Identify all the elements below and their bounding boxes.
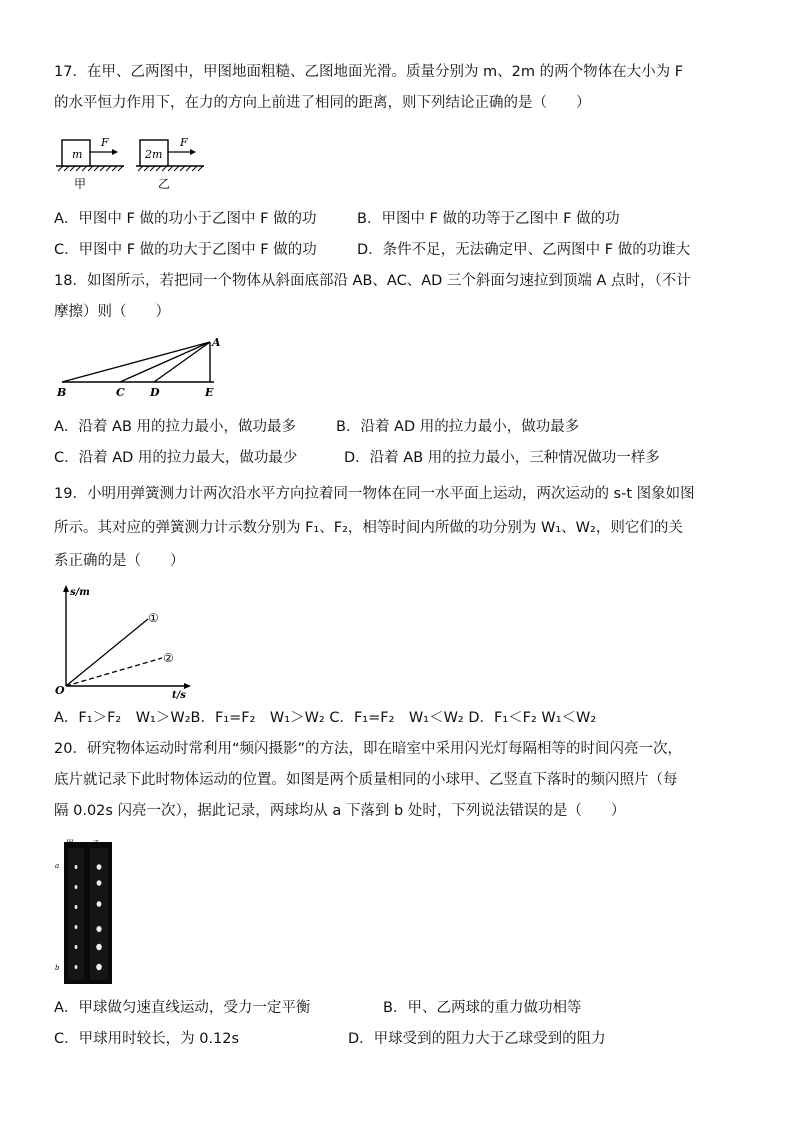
q20-stem-line-2: 底片就记录下此时物体运动的位置。如图是两个质量相同的小球甲、乙竖直下落时的频闪照片（每 [54,772,678,788]
q17-stem-line-1: 17．在甲、乙两图中，甲图地面粗糙、乙图地面光滑。质量分别为 m、2m 的两个物体在大小为 F [54,64,684,80]
q19-x-axis-label: t/s [172,690,186,700]
q20-option-a: A．甲球做匀速直线运动，受力一定平衡 [54,1000,311,1016]
q19-st-graph [52,582,202,700]
q17-box2-label: 2m [145,148,163,161]
q17-option-b: B．甲图中 F 做的功等于乙图中 F 做的功 [357,211,620,227]
q20-option-c: C．甲球用时较长，为 0.12s [54,1031,240,1047]
q18-incline-figure [54,334,234,400]
q19-stem-line-3: 系正确的是（ ） [54,553,185,569]
q19-line-1-label: ① [148,611,159,625]
q18-stem-line-1: 18．如图所示，若把同一个物体从斜面底部沿 AB、AC、AD 三个斜面匀速拉到顶端 A 点时，（不计 [54,273,691,289]
q20-option-b: B．甲、乙两球的重力做功相等 [383,1000,582,1016]
q19-origin-label: O [55,684,65,697]
q19-line-1 [66,619,148,686]
q18-point-c: C [116,386,125,399]
q18-point-a: A [212,336,221,349]
q17-force-label-2: F [180,136,188,149]
q20-stem-line-1: 20．研究物体运动时常利用“频闪摄影”的方法，即在暗室中采用闪光灯每隔相等的时间闪亮一次， [54,741,682,757]
q19-y-axis-label: s/m [70,587,90,598]
q18-stem-line-2: 摩擦）则（ ） [54,304,170,320]
q18-point-d: D [150,386,160,399]
q20-mark-b: b [55,964,60,972]
q20-mark-a: a [55,862,60,870]
q18-point-e: E [205,386,214,399]
q18-option-a: A．沿着 AB 用的拉力最小，做功最多 [54,419,297,435]
q18-point-b: B [57,386,67,399]
q17-figure [54,132,214,194]
q20-strobe-photo [54,836,116,986]
q19-line-2 [66,658,162,686]
q17-label-jia: 甲 [74,177,87,191]
q18-option-c: C．沿着 AD 用的拉力最大，做功最少 [54,450,298,466]
q17-force-label-1: F [101,136,109,149]
q20-label-jia: 甲 [66,839,74,848]
q20-option-d: D．甲球受到的阻力大于乙球受到的阻力 [348,1031,606,1047]
q20-stem-line-3: 隔 0.02s 闪亮一次），据此记录，两球均从 a 下落到 b 处时，下列说法错误的是（ ） [54,803,626,819]
q20-label-yi: 乙 [92,839,100,848]
q17-label-yi: 乙 [158,177,171,191]
q17-box1-label: m [72,148,83,161]
q19-options: A．F₁＞F₂ W₁＞W₂B．F₁=F₂ W₁＞W₂ C．F₁=F₂ W₁＜W₂ D．F₁＜F₂ W₁＜W₂ [54,710,597,726]
q17-stem-line-2: 的水平恒力作用下，在力的方向上前进了相同的距离，则下列结论正确的是（ ） [54,95,591,111]
q17-option-d: D．条件不足，无法确定甲、乙两图中 F 做的功谁大 [357,242,691,258]
q19-stem-line-1: 19．小明用弹簧测力计两次沿水平方向拉着同一物体在同一水平面上运动，两次运动的 s-t 图象如图 [54,486,695,502]
q18-option-b: B．沿着 AD 用的拉力最小，做功最多 [336,419,580,435]
q19-stem-line-2: 所示。其对应的弹簧测力计示数分别为 F₁、F₂，相等时间内所做的功分别为 W₁、W₂，则它们的关 [54,520,683,536]
q18-option-d: D．沿着 AB 用的拉力最小，三种情况做功一样多 [344,450,660,466]
q17-option-c: C．甲图中 F 做的功大于乙图中 F 做的功 [54,242,317,258]
q19-line-2-label: ② [163,651,174,665]
q17-option-a: A．甲图中 F 做的功小于乙图中 F 做的功 [54,211,317,227]
